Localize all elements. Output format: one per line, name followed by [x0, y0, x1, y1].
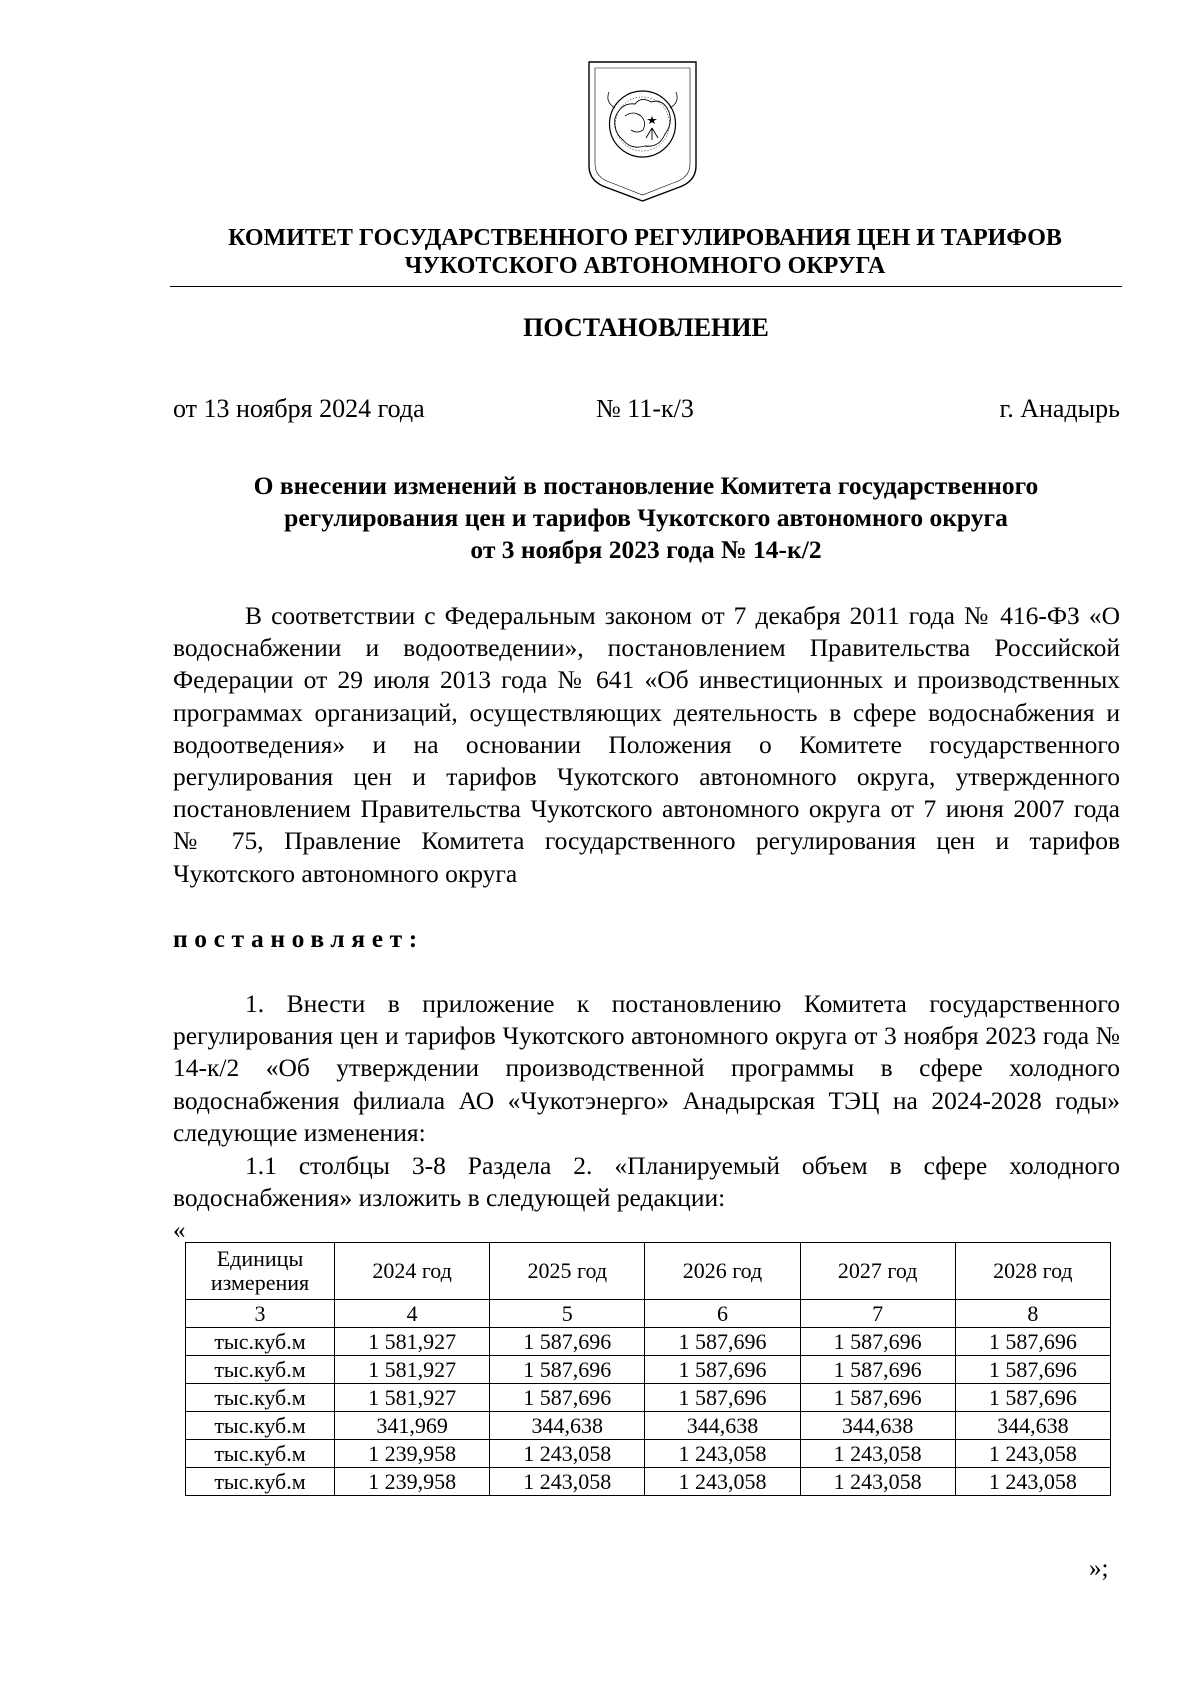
decree-word: постановляет:: [173, 924, 424, 953]
table-cell: 341,969: [335, 1412, 490, 1440]
table-cell: тыс.куб.м: [186, 1328, 335, 1356]
column-number: 3: [186, 1300, 335, 1328]
table-row: [186, 1412, 1111, 1440]
column-number: 6: [645, 1300, 800, 1328]
table-cell: 1 243,058: [490, 1468, 645, 1496]
header-2028: 2028 год: [955, 1243, 1110, 1300]
quote-open-mark: «: [173, 1217, 186, 1244]
header-2026: 2026 год: [645, 1243, 800, 1300]
document-city: г. Анадырь: [999, 394, 1120, 423]
table-row: [186, 1468, 1111, 1496]
clause-1-paragraph: 1. Внести в приложение к постановлению Комитета государственного регулирования цен и тарифов Чукотского автономного округа от 3 ноября 2023 года № 14-к/2 «Об утверждении производственной программы в сфере холодного водоснабжения филиала АО «Чукотэнерго» Анадырская ТЭЦ на 2024-2028 годы» следующие изменения:: [173, 989, 1120, 1147]
table-row: [186, 1384, 1111, 1412]
table-cell: 344,638: [490, 1412, 645, 1440]
document-type: ПОСТАНОВЛЕНИЕ: [523, 313, 769, 342]
table-cell: 1 243,058: [800, 1468, 955, 1496]
table-cell: 1 243,058: [645, 1440, 800, 1468]
document-heading: [170, 470, 1122, 566]
table-cell: 1 581,927: [335, 1384, 490, 1412]
planned-volume-table: [185, 1242, 1111, 1496]
table-row: [186, 1328, 1111, 1356]
table-cell: тыс.куб.м: [186, 1356, 335, 1384]
header-unit: Единицы измерения: [186, 1243, 335, 1300]
table-cell: 1 587,696: [955, 1328, 1110, 1356]
table-cell: тыс.куб.м: [186, 1384, 335, 1412]
table-cell: 1 581,927: [335, 1356, 490, 1384]
table-cell: 344,638: [645, 1412, 800, 1440]
table-cell: 1 243,058: [800, 1440, 955, 1468]
table-cell: 1 587,696: [645, 1356, 800, 1384]
column-number: 8: [955, 1300, 1110, 1328]
table-cell: 1 587,696: [645, 1384, 800, 1412]
table-cell: 344,638: [955, 1412, 1110, 1440]
coat-of-arms-icon: [585, 58, 700, 205]
table-row: [186, 1440, 1111, 1468]
header-divider: [170, 286, 1122, 287]
table-cell: 1 587,696: [800, 1328, 955, 1356]
table-cell: 1 587,696: [800, 1384, 955, 1412]
heading-line2: регулирования цен и тарифов Чукотского автономного округа: [284, 503, 1008, 532]
table-cell: 1 587,696: [955, 1356, 1110, 1384]
preamble-paragraph: В соответствии с Федеральным законом от 7 декабря 2011 года № 416-ФЗ «О водоснабжении и водоотведении», постановлением Правительства Российской Федерации от 29 июля 2013 года № 641 «Об инвестиционных и производственных программах организаций, осуществляющих деятельность в сфере водоснабжения и водоотведения» и на основании Положения о Комитете государственного регулирования цен и тарифов Чукотского автономного округа, утвержденного постановлением Правительства Чукотского автономного округа от 7 июня 2007 года № 75, Правление Комитета государственного регулирования цен и тарифов Чукотского автономного округа: [173, 601, 1120, 888]
table-cell: тыс.куб.м: [186, 1440, 335, 1468]
table-cell: 1 587,696: [490, 1384, 645, 1412]
table-cell: 344,638: [800, 1412, 955, 1440]
table-cell: 1 243,058: [955, 1440, 1110, 1468]
column-number-row: [186, 1300, 1111, 1328]
heading-line3: от 3 ноября 2023 года № 14-к/2: [470, 535, 822, 564]
table-cell: 1 239,958: [335, 1468, 490, 1496]
column-number: 7: [800, 1300, 955, 1328]
table-cell: 1 587,696: [955, 1384, 1110, 1412]
table-cell: тыс.куб.м: [186, 1468, 335, 1496]
table-cell: 1 587,696: [645, 1328, 800, 1356]
table-cell: 1 243,058: [645, 1468, 800, 1496]
table-cell: 1 581,927: [335, 1328, 490, 1356]
organization-name-line1: КОМИТЕТ ГОСУДАРСТВЕННОГО РЕГУЛИРОВАНИЯ ЦЕН И ТАРИФОВ: [228, 225, 1062, 251]
document-number: № 11-к/3: [596, 394, 694, 423]
header-2025: 2025 год: [490, 1243, 645, 1300]
table-cell: 1 243,058: [490, 1440, 645, 1468]
document-date: от 13 ноября 2024 года: [173, 394, 425, 423]
header-2027: 2027 год: [800, 1243, 955, 1300]
table-row: [186, 1356, 1111, 1384]
clause-1-1-paragraph: 1.1 столбцы 3-8 Раздела 2. «Планируемый объем в сфере холодного водоснабжения» изложить в следующей редакции:: [173, 1151, 1120, 1213]
organization-name-line2: ЧУКОТСКОГО АВТОНОМНОГО ОКРУГА: [404, 253, 886, 279]
table-cell: 1 587,696: [800, 1356, 955, 1384]
column-number: 4: [335, 1300, 490, 1328]
table-cell: 1 587,696: [490, 1356, 645, 1384]
table-cell: 1 239,958: [335, 1440, 490, 1468]
table-cell: тыс.куб.м: [186, 1412, 335, 1440]
table-cell: 1 587,696: [490, 1328, 645, 1356]
table-cell: 1 243,058: [955, 1468, 1110, 1496]
column-number: 5: [490, 1300, 645, 1328]
header-2024: 2024 год: [335, 1243, 490, 1300]
table-header-row: [186, 1243, 1111, 1300]
heading-line1: О внесении изменений в постановление Комитета государственного: [253, 471, 1039, 500]
quote-close-mark: »;: [1089, 1555, 1109, 1582]
